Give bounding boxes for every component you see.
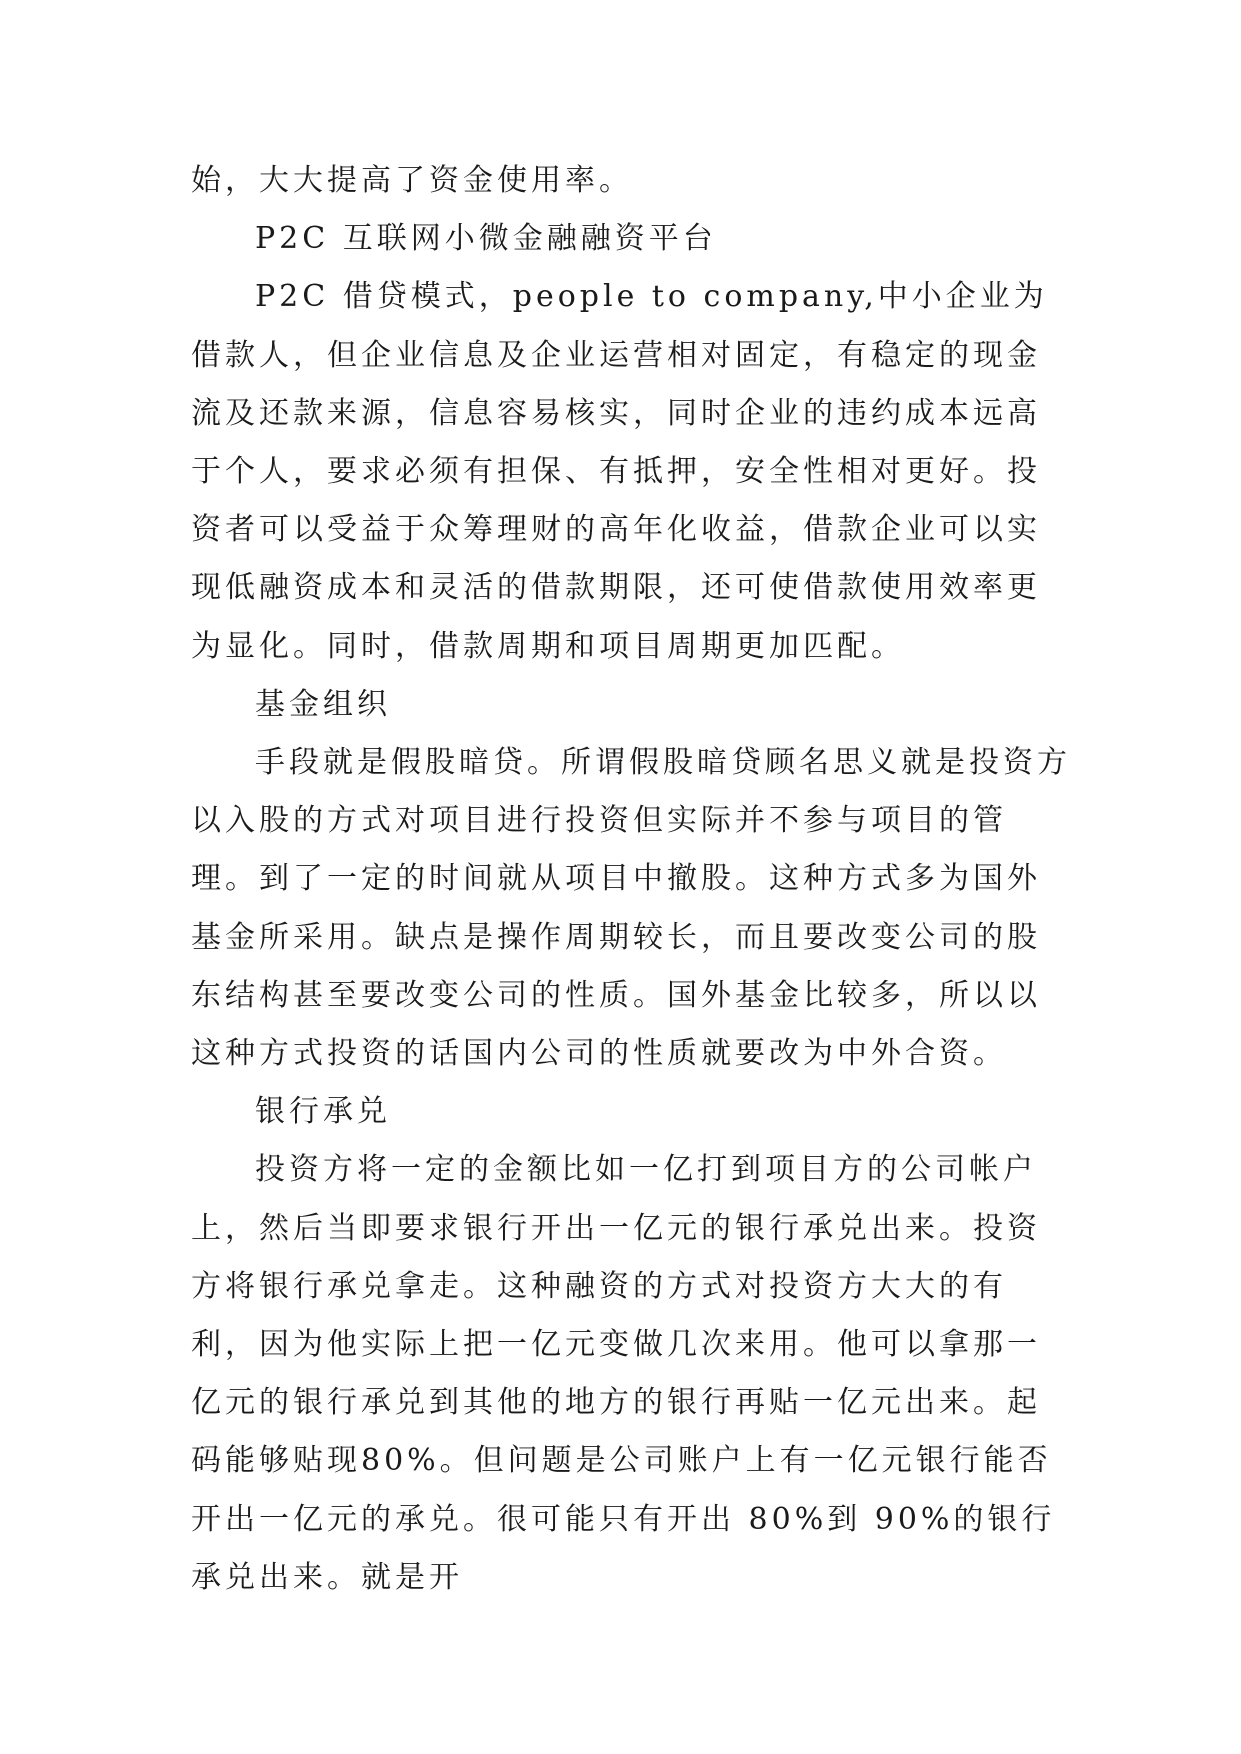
paragraph-fund-organization: 手段就是假股暗贷。所谓假股暗贷顾名思义就是投资方以入股的方式对项目进行投资但实际并不参与项目的管理。到了一定的时间就从项目中撤股。这种方式多为国外基金所采用。缺点是操作周期较长，而且要改变公司的股东结构甚至要改变公司的性质。国外基金比较多，所以以这种方式投资的话国内公司的性质就要改为中外合资。 xyxy=(191,745,1071,1072)
heading-fund-organization: 基金组织 xyxy=(255,686,391,722)
paragraph-bank-acceptance: 投资方将一定的金额比如一亿打到项目方的公司帐户上，然后当即要求银行开出一亿元的银行承兑出来。投资方将银行承兑拿走。这种融资的方式对投资方大大的有利，因为他实际上把一亿元变做几次来用。他可以拿那一亿元的银行承兑到其他的地方的银行再贴一亿元出来。起码能够贴现80%。但问题是公司账户上有一亿元银行能否开出一亿元的承兑。很可能只有开出 80%到 90%的银行承兑出来。就是开 xyxy=(191,1152,1056,1595)
paragraph-continuation: 始，大大提高了资金使用率。 xyxy=(191,163,633,198)
heading-bank-acceptance: 银行承兑 xyxy=(255,1094,391,1130)
paragraph-p2c-model: P2C 借贷模式，people to company,中小企业为借款人，但企业信息及企业运营相对固定，有稳定的现金流及还款来源，信息容易核实，同时企业的违约成本远高于个人，要求必须有担保、有抵押，安全性相对更好。投资者可以受益于众筹理财的高年化收益，借款企业可以实现低融资成本和灵活的借款期限，还可使借款使用效率更为显化。同时，借款周期和项目周期更加匹配。 xyxy=(191,279,1048,664)
heading-p2c-platform: P2C 互联网小微金融融资平台 xyxy=(255,221,717,257)
body-text xyxy=(191,152,1071,1607)
